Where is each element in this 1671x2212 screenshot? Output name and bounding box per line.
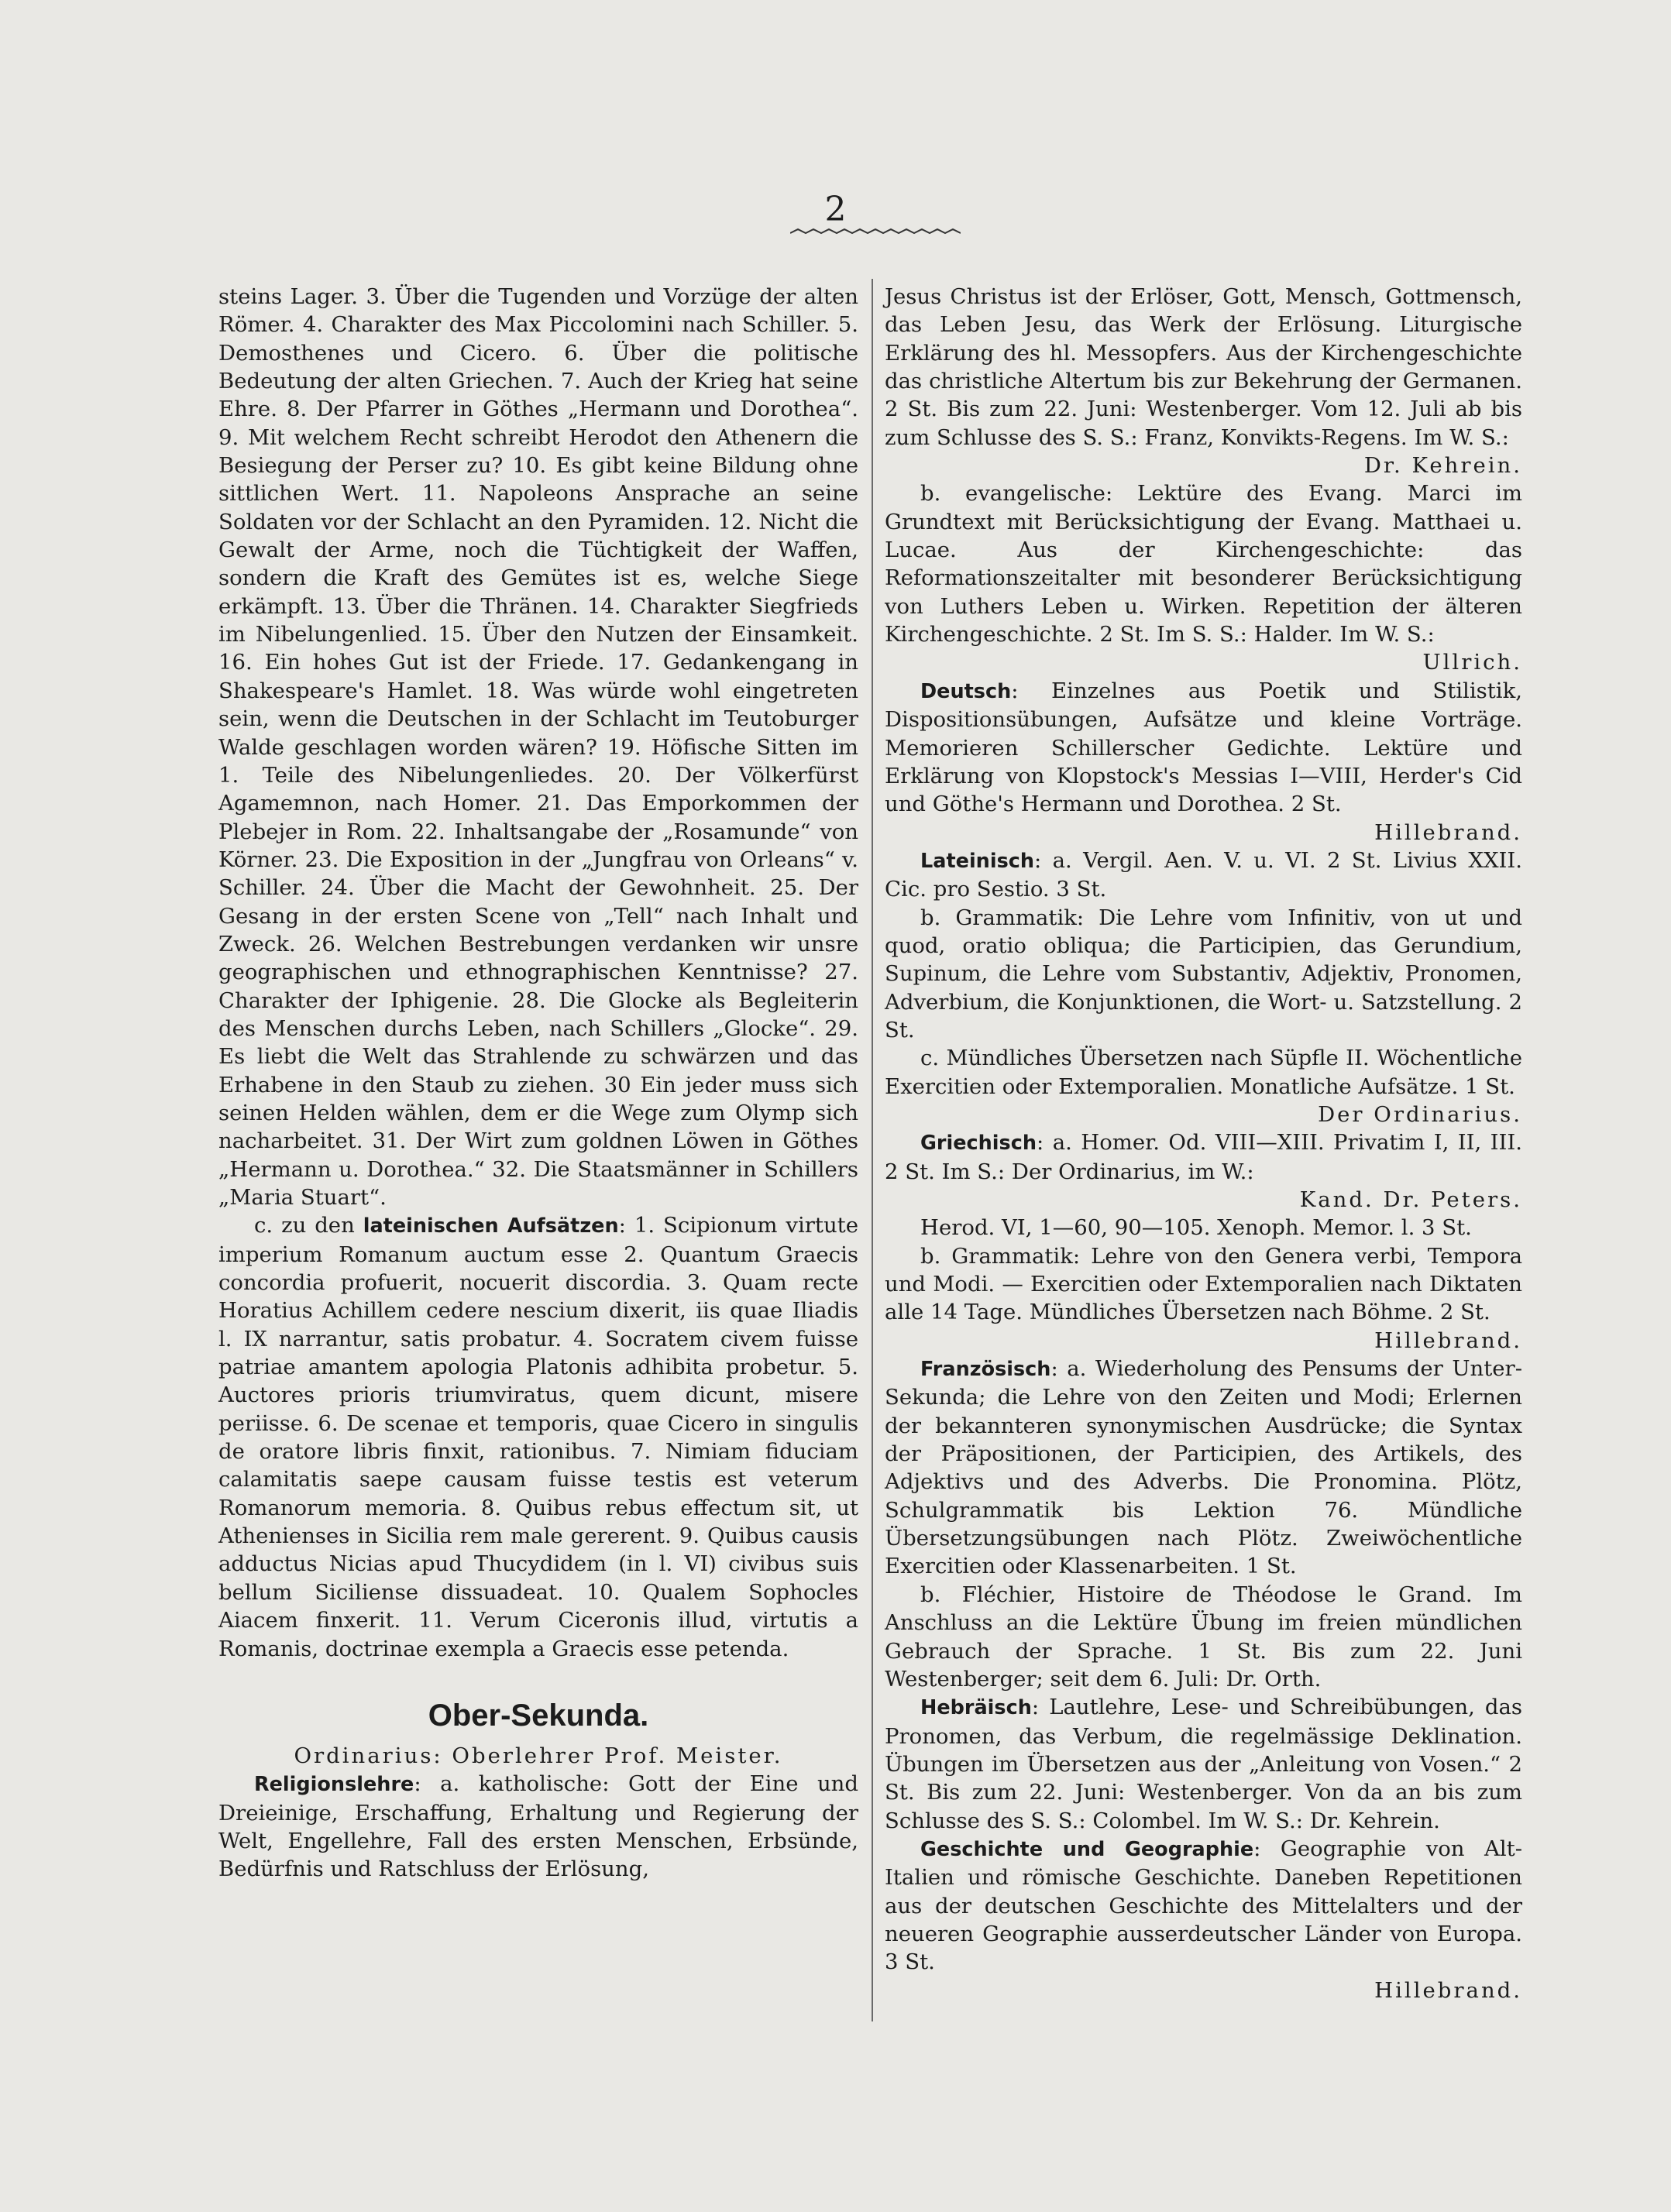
ordinarius-line: Ordinarius: Oberlehrer Prof. Meister. [294, 1743, 783, 1768]
religion-heading: Religionslehre [254, 1773, 414, 1797]
greek-paragraph [885, 1128, 1522, 1186]
french-reading: b. Fléchier, Histoire de Théodose le Grand. Im Anschluss an die Lektüre Übung im freien mündlichen Gebrauch der Sprache. 1 St. Bis zum 22. Juni Westenberger; seit dem 6. Juli: Dr. Orth. [885, 1582, 1522, 1692]
french-heading: Französisch [920, 1358, 1051, 1382]
page-number: 2 [824, 190, 847, 229]
german-text: : Einzelnes aus Poetik und Stilistik, Dispositionsübungen, Aufsätze und kleine Vorträge. Memorieren Schillerscher Gedichte. Lektüre und Erklärung von Klopstock's Messias I—VIII, Herder's Cid und Göthe's Hermann und Dorothea. 2 St. [885, 678, 1522, 817]
signature-hillebrand-3: Hillebrand. [1374, 1977, 1522, 2003]
history-paragraph [885, 1835, 1522, 1977]
german-paragraph [885, 677, 1522, 819]
latin-essays-prefix: c. zu den [254, 1213, 355, 1238]
latin-text: : a. Vergil. Aen. V. u. VI. 2 St. Livius XXII. Cic. pro Sestio. 3 St. [885, 847, 1522, 902]
religion-text: : a. katholische: Gott der Eine und Dreieinige, Erschaffung, Erhaltung und Regierung der Welt, Engellehre, Fall des ersten Menschen, Erbsünde, Bedürfnis und Ratschluss der Erlösung, [218, 1771, 858, 1882]
latin-heading: Lateinisch [920, 849, 1035, 873]
hebrew-text: : Lautlehre, Lese- und Schreibübungen, das Pronomen, das Verbum, die regelmässige Deklination. Übungen im Übersetzen aus der „Anleitung von Vosen.“ 2 St. Bis zum 22. Juni: Westenberger. Von da an bis zum Schlusse des S. S.: Colombel. Im W. S.: Dr. Kehrein. [885, 1695, 1522, 1833]
french-paragraph [885, 1355, 1522, 1581]
greek-grammar: b. Grammatik: Lehre von den Genera verbi, Tempora und Modi. — Exercitien oder Extemporalien nach Diktaten alle 14 Tage. Mündliches Übersetzen nach Böhme. 2 St. [885, 1243, 1522, 1325]
french-text: : a. Wiederholung des Pensums der Unter-Sekunda; die Lehre von den Zeiten und Modi; Erlernen der bekannteren synonymischen Ausdrücke; die Syntax der Präpositionen, der Participien, des Artikels, des Adjektivs und des Adverbs. Die Pronomina. Plötz, Schulgrammatik bis Lektion 76. Mündliche Übersetzungsübungen nach Plötz. Zweiwöchentliche Exercitien oder Klassenarbeiten. 1 St. [885, 1356, 1522, 1579]
latin-oral: c. Mündliches Übersetzen nach Süpfle II. Wöchentliche Exercitien oder Extemporalien. Monatliche Aufsätze. 1 St. [885, 1046, 1522, 1099]
latin-essays-paragraph [218, 1211, 858, 1663]
catholic-continued: Jesus Christus ist der Erlöser, Gott, Mensch, Gottmensch, das Leben Jesu, das Werk der Erlösung. Liturgische Erklärung des hl. Messopfers. Aus der Kirchengeschichte das christliche Altertum bis zur Bekehrung der Germanen. 2 St. Bis zum 22. Juni: Westenberger. Vom 12. Juli ab bis zum Schlusse des S. S.: Franz, Konvikts-Regens. Im W. S.: [885, 284, 1522, 450]
section-heading: Ober-Sekunda. [428, 1698, 649, 1733]
evangelical-paragraph: b. evangelische: Lektüre des Evang. Marci im Grundtext mit Berücksichtigung der Evang. Matthaei u. Lucae. Aus der Kirchengeschichte: das Reformationszeitalter mit besonderer Berücksichtigung von Luthers Leben u. Wirken. Repetition der älteren Kirchengeschichte. 2 St. Im S. S.: Halder. Im W. S.: [885, 481, 1522, 647]
latin-paragraph [885, 847, 1522, 904]
religion-paragraph [218, 1770, 858, 1883]
signature-kehrein: Dr. Kehrein. [1363, 453, 1522, 479]
latin-essays-text: : 1. Scipionum virtute imperium Romanum auctum esse 2. Quantum Graecis concordia profuerit, nocuerit discordia. 3. Quam recte Horatius Achillem cedere nescium dixerit, iis quae Iliadis l. IX narrantur, satis probatur. 4. Socratem civem fuisse patriae amantem apologia Platonis adhibita probetur. 5. Auctores prioris triumviratus, quem dicunt, misere periisse. 6. De scenae et temporis, quae Cicero in singulis de oratore libris finxit, rationibus. 7. Nimiam fiduciam calamitatis saepe causam fuisse testis est veterum Romanorum memoria. 8. Quibus rebus effectum sit, ut Athenienses in Sicilia rem male gererent. 9. Quibus causis adductus Nicias apud Thucydidem (in l. VI) civibus suis bellum Siciliense dissuadeat. 10. Qualem Sophocles Aiacem finxerit. 11. Verum Ciceronis illud, virtutis a Romanis, doctrinae exempla a Graecis esse petenda. [218, 1213, 858, 1661]
hebrew-paragraph [885, 1693, 1522, 1835]
greek-herodotus: Herod. VI, 1—60, 90—105. Xenoph. Memor. l. 3 St. [920, 1215, 1472, 1241]
column-divider [872, 279, 873, 2021]
signature-hillebrand-1: Hillebrand. [1374, 819, 1522, 845]
latin-essays-heading: lateinischen Aufsätzen [363, 1214, 619, 1238]
history-heading: Geschichte und Geographie [920, 1837, 1254, 1861]
ornament-rule [790, 226, 961, 237]
greek-text: : a. Homer. Od. VIII—XIII. Privatim I, II, III. 2 St. Im S.: Der Ordinarius, im W.: [885, 1130, 1522, 1184]
hebrew-heading: Hebräisch [920, 1696, 1032, 1720]
greek-heading: Griechisch [920, 1132, 1037, 1156]
latin-grammar: b. Grammatik: Die Lehre vom Infinitiv, von ut und quod, oratio obliqua; die Participien, das Gerundium, Supinum, die Lehre vom Substantiv, Adjektiv, Pronomen, Adverbium, die Konjunktionen, die Wort- u. Satzstellung. 2 St. [885, 905, 1522, 1042]
signature-ullrich: Ullrich. [1422, 650, 1522, 675]
left-column [218, 283, 858, 1884]
right-column [885, 283, 1522, 2004]
german-heading: Deutsch [920, 679, 1012, 703]
signature-hillebrand-2: Hillebrand. [1374, 1328, 1522, 1353]
signature-peters: Kand. Dr. Peters. [1299, 1187, 1522, 1212]
history-text: : Geographie von Alt-Italien und römische Geschichte. Daneben Repetitionen aus der deutschen Geschichte des Mittelalters und der neueren Geographie ausserdeutscher Länder von Europa. 3 St. [885, 1836, 1522, 1975]
signature-ordinarius: Der Ordinarius. [1318, 1101, 1522, 1127]
essay-topics-paragraph: steins Lager. 3. Über die Tugenden und Vorzüge der alten Römer. 4. Charakter des Max Piccolomini nach Schiller. 5. Demosthenes und Cicero. 6. Über die politische Bedeutung der alten Griechen. 7. Auch der Krieg hat seine Ehre. 8. Der Pfarrer in Göthes „Hermann und Dorothea“. 9. Mit welchem Recht schreibt Herodot den Athenern die Besiegung der Perser zu? 10. Es gibt keine Bildung ohne sittlichen Wert. 11. Napoleons Ansprache an seine Soldaten vor der Schlacht an den Pyramiden. 12. Nicht die Gewalt der Arme, noch die Tüchtigkeit der Waffen, sondern die Kraft des Gemütes ist es, welche Siege erkämpft. 13. Über die Thränen. 14. Charakter Siegfrieds im Nibelungenlied. 15. Über den Nutzen der Einsamkeit. 16. Ein hohes Gut ist der Friede. 17. Gedankengang in Shakespeare's Hamlet. 18. Was würde wohl eingetreten sein, wenn die Deutschen in der Schlacht im Teutoburger Walde geschlagen worden wären? 19. Höfische Sitten im 1. Teile des Nibelungenliedes. 20. Der Völkerfürst Agamemnon, nach Homer. 21. Das Emporkommen der Plebejer in Rom. 22. Inhaltsangabe der „Rosamunde“ von Körner. 23. Die Exposition in der „Jungfrau von Orleans“ v. Schiller. 24. Über die Macht der Gewohnheit. 25. Der Gesang in der ersten Scene von „Tell“ nach Inhalt und Zweck. 26. Welchen Bestrebungen verdanken wir unsre geographischen und ethnographischen Kenntnisse? 27. Charakter der Iphigenie. 28. Die Glocke als Begleiterin des Menschen durchs Leben, nach Schillers „Glocke“. 29. Es liebt die Welt das Strahlende zu schwärzen und das Erhabene in den Staub zu ziehen. 30 Ein jeder muss sich seinen Helden wählen, dem er die Wege zum Olymp sich nacharbeitet. 31. Der Wirt zum goldnen Löwen in Göthes „Hermann u. Dorothea.“ 32. Die Staatsmänner in Schillers „Maria Stuart“. [218, 284, 858, 1210]
